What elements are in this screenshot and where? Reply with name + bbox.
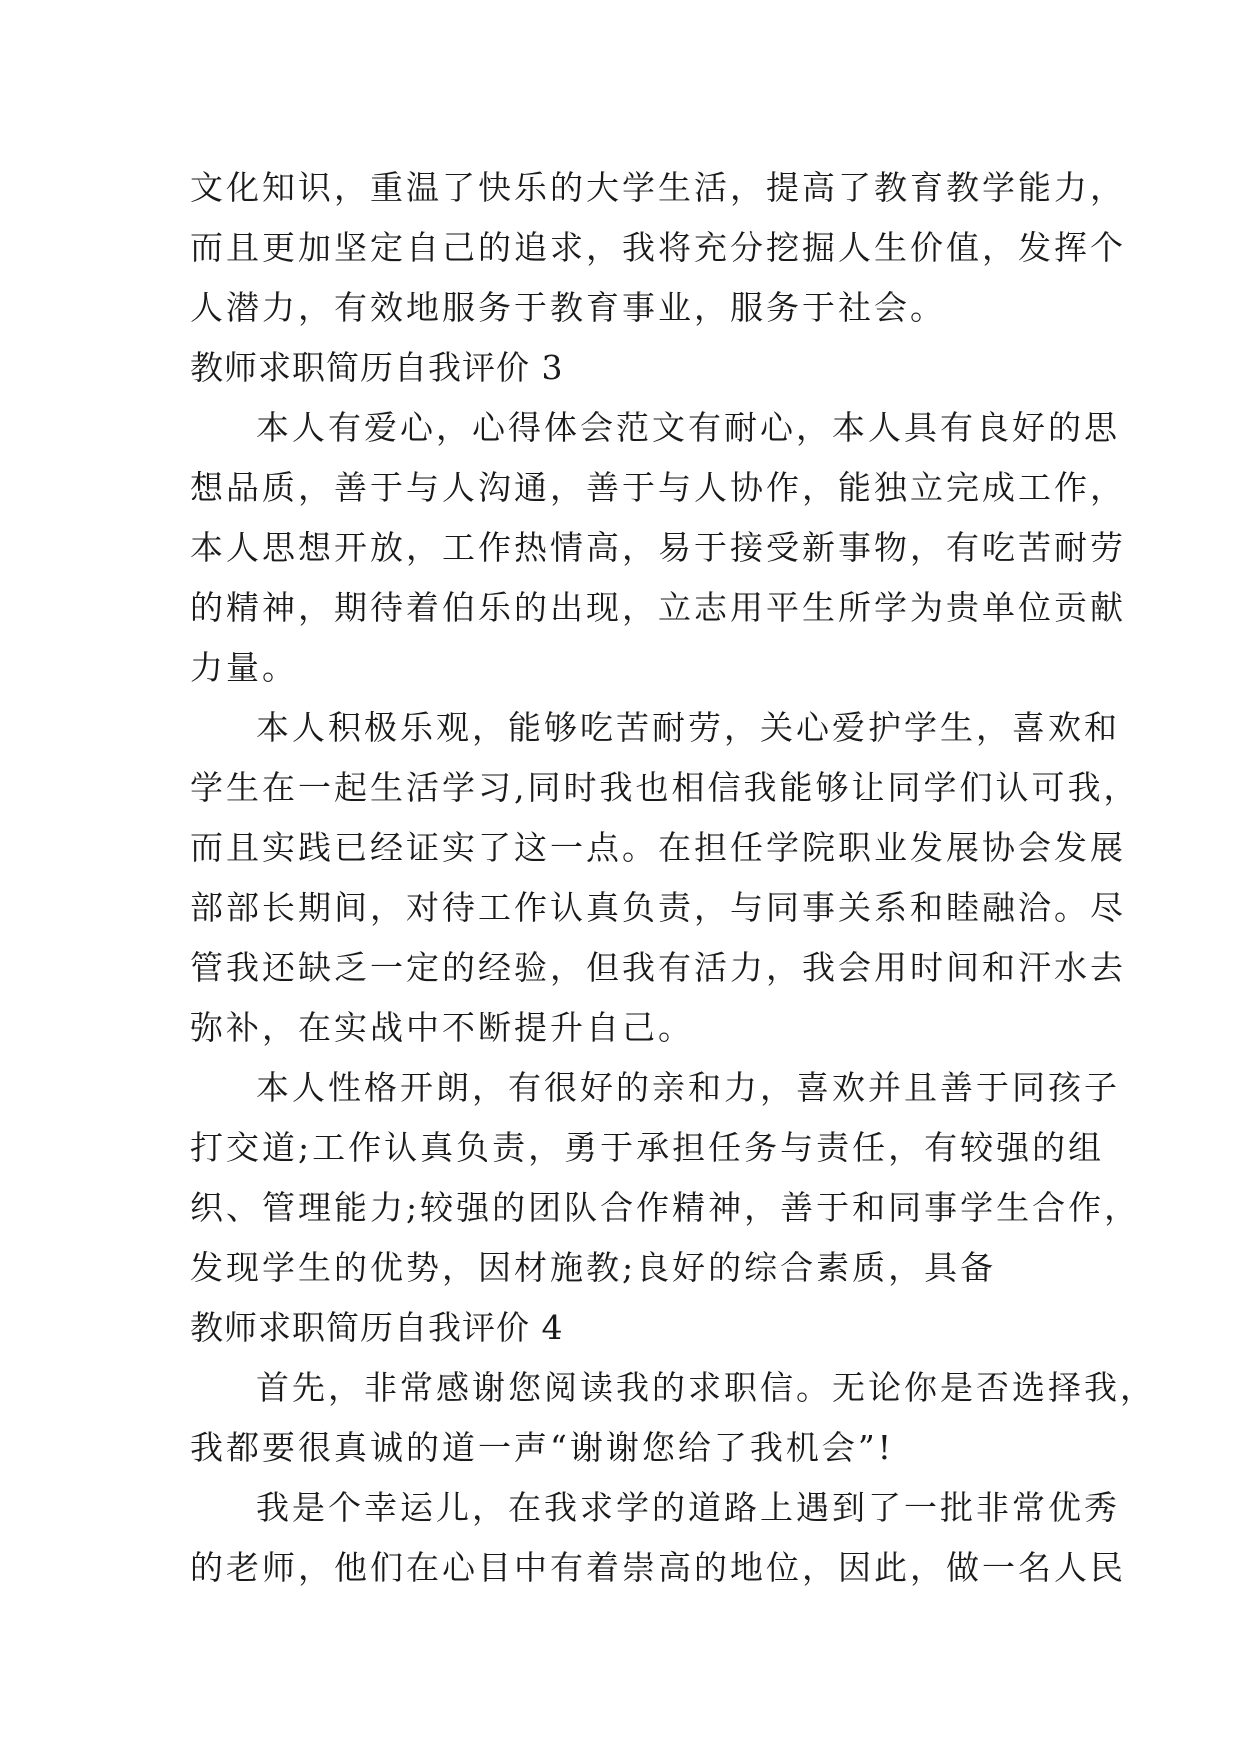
paragraph-line: 弥补，在实战中不断提升自己。: [190, 1008, 694, 1047]
paragraph-line: 学生在一起生活学习,同时我也相信我能够让同学们认可我，: [190, 768, 1140, 807]
paragraph-line: 本人性格开朗，有很好的亲和力，喜欢并且善于同孩子: [256, 1068, 1120, 1107]
paragraph-line: 本人积极乐观，能够吃苦耐劳，关心爱护学生，喜欢和: [256, 708, 1120, 747]
paragraph-line: 本人有爱心，心得体会范文有耐心，本人具有良好的思: [256, 408, 1120, 447]
paragraph-line: 的老师，他们在心目中有着崇高的地位，因此，做一名人民: [190, 1548, 1126, 1587]
paragraph-line: 想品质，善于与人沟通，善于与人协作，能独立完成工作，: [190, 468, 1126, 507]
document-body: [190, 158, 1156, 1598]
paragraph-line: 文化知识，重温了快乐的大学生活，提高了教育教学能力，: [190, 168, 1126, 207]
paragraph-line: 我是个幸运儿，在我求学的道路上遇到了一批非常优秀: [256, 1488, 1120, 1527]
intro-paragraph: [190, 158, 1126, 338]
paragraph-line: 本人思想开放，工作热情高，易于接受新事物，有吃苦耐劳: [190, 528, 1126, 567]
section3-paragraph-1: [190, 398, 1126, 698]
paragraph-line: 部部长期间，对待工作认真负责，与同事关系和睦融洽。尽: [190, 888, 1126, 927]
section3-paragraph-2: [190, 698, 1140, 1058]
section4-paragraph-1: [190, 1358, 1156, 1478]
paragraph-line: 首先，非常感谢您阅读我的求职信。无论你是否选择我，: [256, 1368, 1156, 1407]
paragraph-line: 而且更加坚定自己的追求，我将充分挖掘人生价值，发挥个: [190, 228, 1126, 267]
section-heading-3: 教师求职简历自我评价 3: [190, 348, 564, 387]
section-heading-4: 教师求职简历自我评价 4: [190, 1308, 564, 1347]
section4-paragraph-2: [190, 1478, 1126, 1598]
paragraph-line: 我都要很真诚的道一声“谢谢您给了我机会”!: [190, 1428, 895, 1467]
section3-paragraph-3: [190, 1058, 1141, 1298]
paragraph-line: 的精神，期待着伯乐的出现，立志用平生所学为贵单位贡献: [190, 588, 1126, 627]
paragraph-line: 人潜力，有效地服务于教育事业，服务于社会。: [190, 288, 946, 327]
paragraph-line: 管我还缺乏一定的经验，但我有活力，我会用时间和汗水去: [190, 948, 1126, 987]
paragraph-line: 而且实践已经证实了这一点。在担任学院职业发展协会发展: [190, 828, 1126, 867]
paragraph-line: 发现学生的优势，因材施教;良好的综合素质，具备: [190, 1248, 997, 1287]
paragraph-line: 织、管理能力;较强的团队合作精神，善于和同事学生合作，: [190, 1188, 1141, 1227]
paragraph-line: 打交道;工作认真负责，勇于承担任务与责任，有较强的组: [190, 1128, 1105, 1167]
paragraph-line: 力量。: [190, 648, 298, 687]
